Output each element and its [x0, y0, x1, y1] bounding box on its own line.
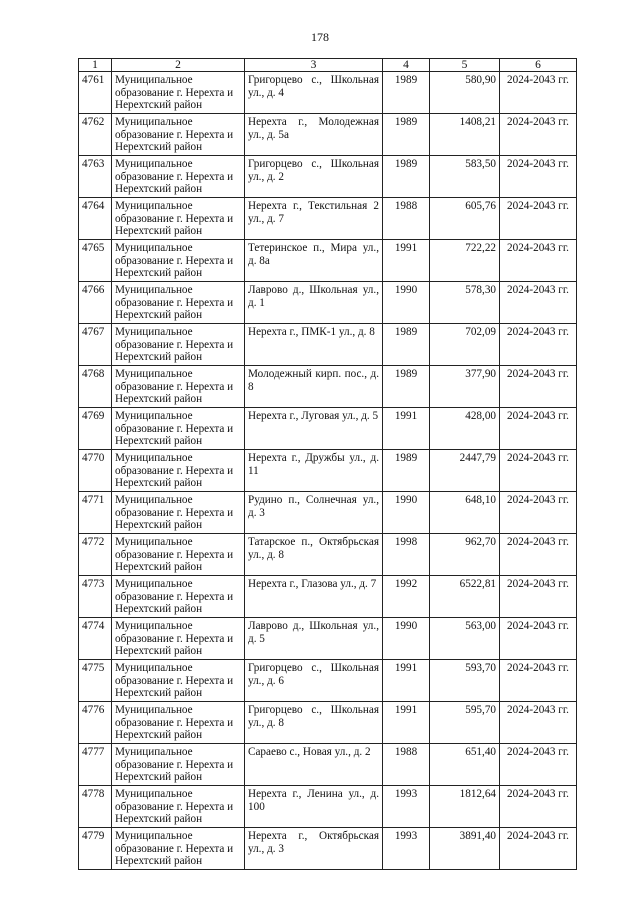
column-header: 4 — [383, 59, 430, 72]
address-cell: Рудино п., Солнечная ул., д. 3 — [245, 492, 383, 534]
address-cell: Нерехта г., Ленина ул., д. 100 — [245, 786, 383, 828]
owner-cell: Муниципальное образование г. Нерехта и Нерехтский район — [112, 618, 245, 660]
row-number-cell: 4774 — [79, 618, 112, 660]
period-cell: 2024-2043 гг. — [500, 744, 577, 786]
table-row — [79, 198, 577, 240]
row-number-cell: 4776 — [79, 702, 112, 744]
period-cell: 2024-2043 гг. — [500, 282, 577, 324]
address-cell: Татарское п., Октябрьская ул., д. 8 — [245, 534, 383, 576]
row-number-cell: 4765 — [79, 240, 112, 282]
table-row — [79, 324, 577, 366]
year-cell: 1989 — [383, 156, 430, 198]
registry-table — [78, 58, 577, 870]
period-cell: 2024-2043 гг. — [500, 828, 577, 870]
owner-cell: Муниципальное образование г. Нерехта и Нерехтский район — [112, 828, 245, 870]
year-cell: 1991 — [383, 660, 430, 702]
column-header: 3 — [245, 59, 383, 72]
year-cell: 1990 — [383, 492, 430, 534]
row-number-cell: 4766 — [79, 282, 112, 324]
table-row — [79, 702, 577, 744]
area-cell: 648,10 — [430, 492, 500, 534]
address-cell: Сараево с., Новая ул., д. 2 — [245, 744, 383, 786]
period-cell: 2024-2043 гг. — [500, 492, 577, 534]
year-cell: 1993 — [383, 786, 430, 828]
table-row — [79, 72, 577, 114]
page-number: 178 — [311, 30, 329, 44]
row-number-cell: 4762 — [79, 114, 112, 156]
period-cell: 2024-2043 гг. — [500, 240, 577, 282]
period-cell: 2024-2043 гг. — [500, 534, 577, 576]
address-cell: Лаврово д., Школьная ул., д. 5 — [245, 618, 383, 660]
owner-cell: Муниципальное образование г. Нерехта и Нерехтский район — [112, 156, 245, 198]
year-cell: 1989 — [383, 114, 430, 156]
owner-cell: Муниципальное образование г. Нерехта и Нерехтский район — [112, 450, 245, 492]
row-number-cell: 4767 — [79, 324, 112, 366]
table-row — [79, 744, 577, 786]
table-row — [79, 450, 577, 492]
period-cell: 2024-2043 гг. — [500, 576, 577, 618]
year-cell: 1998 — [383, 534, 430, 576]
period-cell: 2024-2043 гг. — [500, 72, 577, 114]
table-row — [79, 492, 577, 534]
table-row — [79, 240, 577, 282]
year-cell: 1990 — [383, 282, 430, 324]
year-cell: 1991 — [383, 702, 430, 744]
address-cell: Григорцево с., Школьная ул., д. 6 — [245, 660, 383, 702]
year-cell: 1990 — [383, 618, 430, 660]
column-header: 1 — [79, 59, 112, 72]
table-row — [79, 786, 577, 828]
address-cell: Нерехта г., Луговая ул., д. 5 — [245, 408, 383, 450]
area-cell: 377,90 — [430, 366, 500, 408]
owner-cell: Муниципальное образование г. Нерехта и Нерехтский район — [112, 408, 245, 450]
address-cell: Тетеринское п., Мира ул., д. 8а — [245, 240, 383, 282]
area-cell: 593,70 — [430, 660, 500, 702]
year-cell: 1989 — [383, 450, 430, 492]
row-number-cell: 4769 — [79, 408, 112, 450]
period-cell: 2024-2043 гг. — [500, 408, 577, 450]
address-cell: Лаврово д., Школьная ул., д. 1 — [245, 282, 383, 324]
row-number-cell: 4771 — [79, 492, 112, 534]
area-cell: 578,30 — [430, 282, 500, 324]
period-cell: 2024-2043 гг. — [500, 324, 577, 366]
period-cell: 2024-2043 гг. — [500, 114, 577, 156]
owner-cell: Муниципальное образование г. Нерехта и Нерехтский район — [112, 660, 245, 702]
area-cell: 3891,40 — [430, 828, 500, 870]
address-cell: Нерехта г., Молодежная ул., д. 5а — [245, 114, 383, 156]
period-cell: 2024-2043 гг. — [500, 786, 577, 828]
area-cell: 651,40 — [430, 744, 500, 786]
period-cell: 2024-2043 гг. — [500, 156, 577, 198]
area-cell: 2447,79 — [430, 450, 500, 492]
address-cell: Нерехта г., Текстильная 2 ул., д. 7 — [245, 198, 383, 240]
owner-cell: Муниципальное образование г. Нерехта и Нерехтский район — [112, 492, 245, 534]
area-cell: 962,70 — [430, 534, 500, 576]
table-row — [79, 576, 577, 618]
table-row — [79, 282, 577, 324]
owner-cell: Муниципальное образование г. Нерехта и Нерехтский район — [112, 114, 245, 156]
row-number-cell: 4768 — [79, 366, 112, 408]
area-cell: 580,90 — [430, 72, 500, 114]
owner-cell: Муниципальное образование г. Нерехта и Нерехтский район — [112, 576, 245, 618]
table-body — [79, 72, 577, 870]
table-header-row — [79, 59, 577, 72]
table-row — [79, 114, 577, 156]
row-number-cell: 4773 — [79, 576, 112, 618]
owner-cell: Муниципальное образование г. Нерехта и Нерехтский район — [112, 534, 245, 576]
owner-cell: Муниципальное образование г. Нерехта и Нерехтский район — [112, 702, 245, 744]
year-cell: 1989 — [383, 324, 430, 366]
area-cell: 563,00 — [430, 618, 500, 660]
column-header: 5 — [430, 59, 500, 72]
period-cell: 2024-2043 гг. — [500, 198, 577, 240]
period-cell: 2024-2043 гг. — [500, 660, 577, 702]
owner-cell: Муниципальное образование г. Нерехта и Нерехтский район — [112, 282, 245, 324]
table-row — [79, 828, 577, 870]
owner-cell: Муниципальное образование г. Нерехта и Нерехтский район — [112, 72, 245, 114]
row-number-cell: 4763 — [79, 156, 112, 198]
owner-cell: Муниципальное образование г. Нерехта и Нерехтский район — [112, 786, 245, 828]
address-cell: Нерехта г., ПМК-1 ул., д. 8 — [245, 324, 383, 366]
area-cell: 595,70 — [430, 702, 500, 744]
area-cell: 702,09 — [430, 324, 500, 366]
year-cell: 1991 — [383, 408, 430, 450]
owner-cell: Муниципальное образование г. Нерехта и Нерехтский район — [112, 198, 245, 240]
area-cell: 1812,64 — [430, 786, 500, 828]
table-row — [79, 366, 577, 408]
row-number-cell: 4770 — [79, 450, 112, 492]
area-cell: 722,22 — [430, 240, 500, 282]
row-number-cell: 4764 — [79, 198, 112, 240]
column-header: 2 — [112, 59, 245, 72]
address-cell: Нерехта г., Глазова ул., д. 7 — [245, 576, 383, 618]
period-cell: 2024-2043 гг. — [500, 366, 577, 408]
area-cell: 583,50 — [430, 156, 500, 198]
row-number-cell: 4777 — [79, 744, 112, 786]
table-row — [79, 156, 577, 198]
table-row — [79, 408, 577, 450]
owner-cell: Муниципальное образование г. Нерехта и Нерехтский район — [112, 240, 245, 282]
table-row — [79, 660, 577, 702]
table-row — [79, 618, 577, 660]
area-cell: 1408,21 — [430, 114, 500, 156]
address-cell: Григорцево с., Школьная ул., д. 2 — [245, 156, 383, 198]
address-cell: Григорцево с., Школьная ул., д. 8 — [245, 702, 383, 744]
owner-cell: Муниципальное образование г. Нерехта и Нерехтский район — [112, 744, 245, 786]
year-cell: 1992 — [383, 576, 430, 618]
table-row — [79, 534, 577, 576]
row-number-cell: 4772 — [79, 534, 112, 576]
address-cell: Молодежный кирп. пос., д. 8 — [245, 366, 383, 408]
period-cell: 2024-2043 гг. — [500, 450, 577, 492]
row-number-cell: 4779 — [79, 828, 112, 870]
year-cell: 1989 — [383, 366, 430, 408]
area-cell: 428,00 — [430, 408, 500, 450]
year-cell: 1988 — [383, 744, 430, 786]
year-cell: 1993 — [383, 828, 430, 870]
area-cell: 605,76 — [430, 198, 500, 240]
address-cell: Григорцево с., Школьная ул., д. 4 — [245, 72, 383, 114]
period-cell: 2024-2043 гг. — [500, 702, 577, 744]
year-cell: 1988 — [383, 198, 430, 240]
address-cell: Нерехта г., Дружбы ул., д. 11 — [245, 450, 383, 492]
column-header: 6 — [500, 59, 577, 72]
owner-cell: Муниципальное образование г. Нерехта и Нерехтский район — [112, 366, 245, 408]
address-cell: Нерехта г., Октябрьская ул., д. 3 — [245, 828, 383, 870]
year-cell: 1989 — [383, 72, 430, 114]
row-number-cell: 4775 — [79, 660, 112, 702]
area-cell: 6522,81 — [430, 576, 500, 618]
year-cell: 1991 — [383, 240, 430, 282]
owner-cell: Муниципальное образование г. Нерехта и Нерехтский район — [112, 324, 245, 366]
period-cell: 2024-2043 гг. — [500, 618, 577, 660]
row-number-cell: 4778 — [79, 786, 112, 828]
row-number-cell: 4761 — [79, 72, 112, 114]
